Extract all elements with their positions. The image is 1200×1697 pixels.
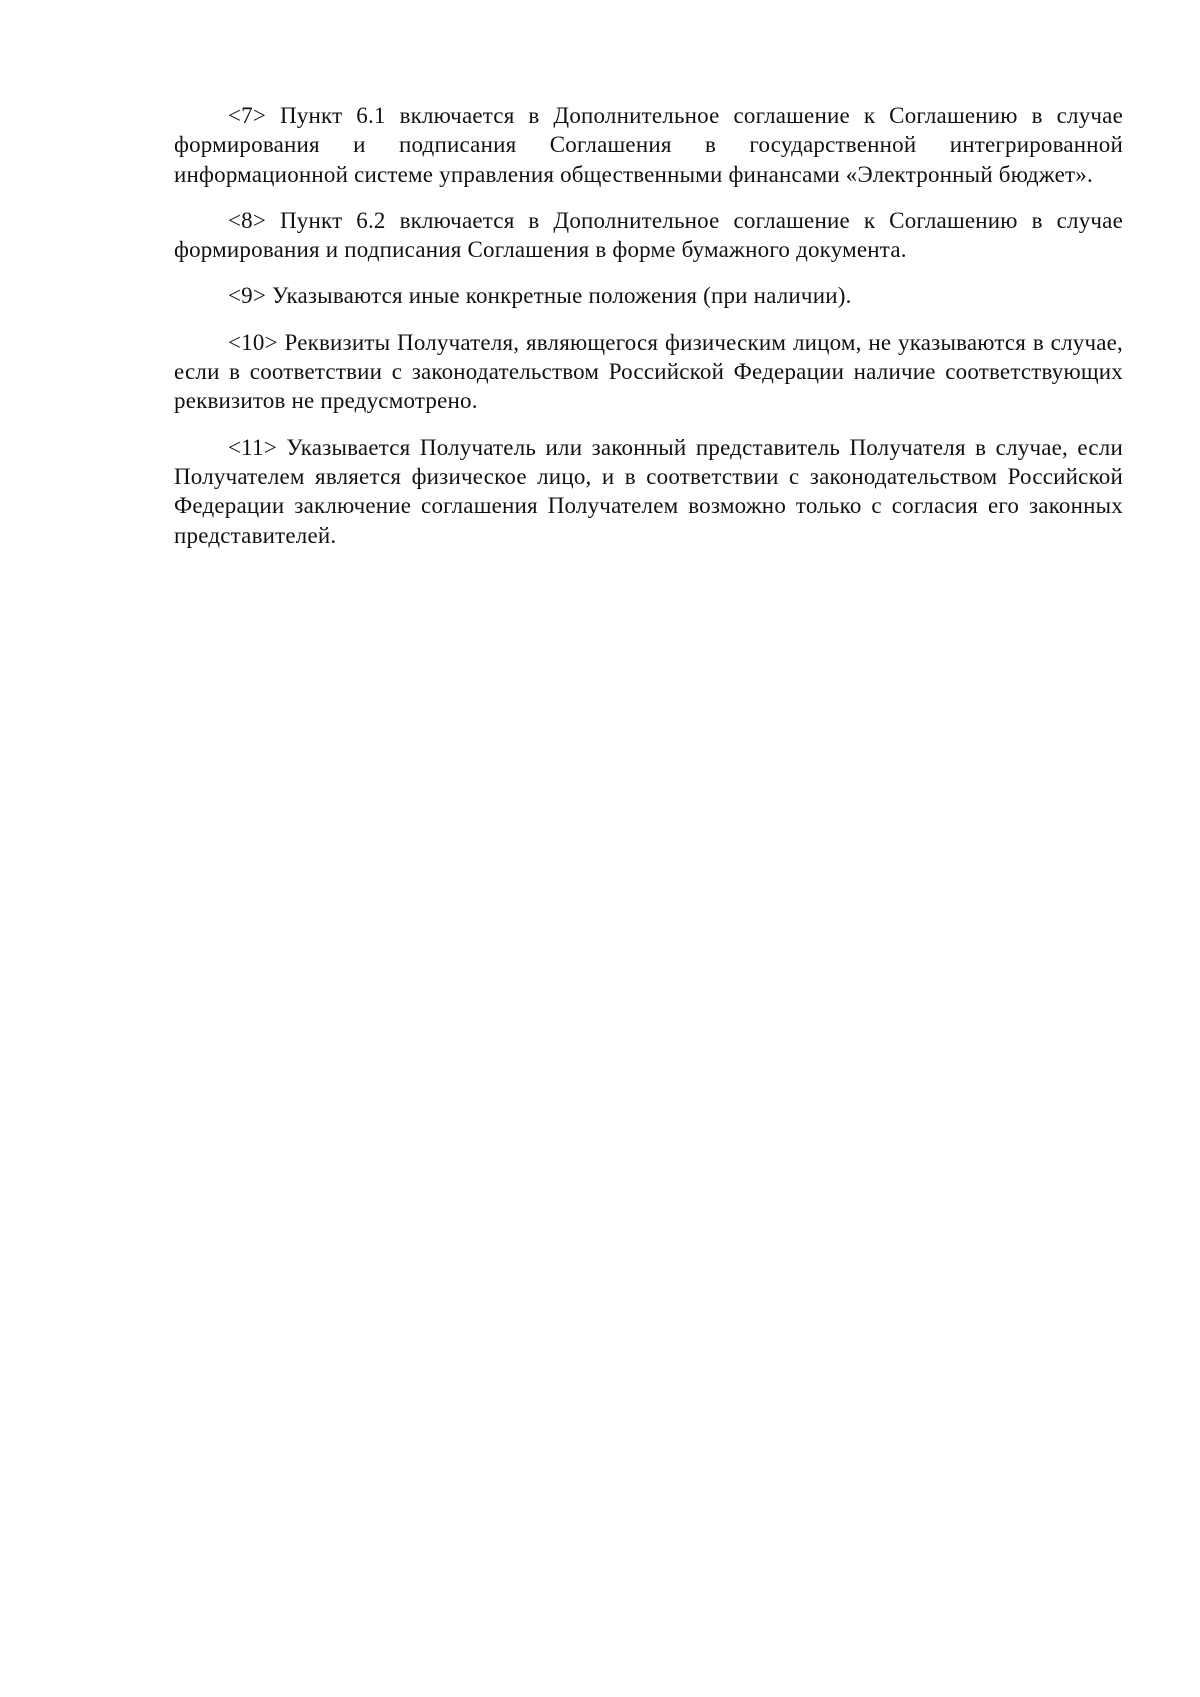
footnote-9: <9> Указываются иные конкретные положения (при наличии). (228, 283, 852, 309)
footnotes-block (174, 101, 1123, 567)
footnote-10: <10> Реквизиты Получателя, являющегося физическим лицом, не указываются в случае, если в соответствии с законодательством Российской Федерации наличие соответствующих реквизитов не предусмотрено. (174, 329, 1123, 414)
footnote-7: <7> Пункт 6.1 включается в Дополнительное соглашение к Соглашению в случае формирования и подписания Соглашения в государственной интегрированной информационной системе управления общественными финансами «Электронный бюджет». (174, 103, 1123, 187)
footnote-8: <8> Пункт 6.2 включается в Дополнительное соглашение к Соглашению в случае формирования и подписания Соглашения в форме бумажного документа. (174, 207, 1123, 263)
footnote-11: <11> Указывается Получатель или законный представитель Получателя в случае, если Получателем является физическое лицо, и в соответствии с законодательством Российской Федерации заключение соглашения Получателем возможно только с согласия его законных представителей. (174, 434, 1123, 548)
